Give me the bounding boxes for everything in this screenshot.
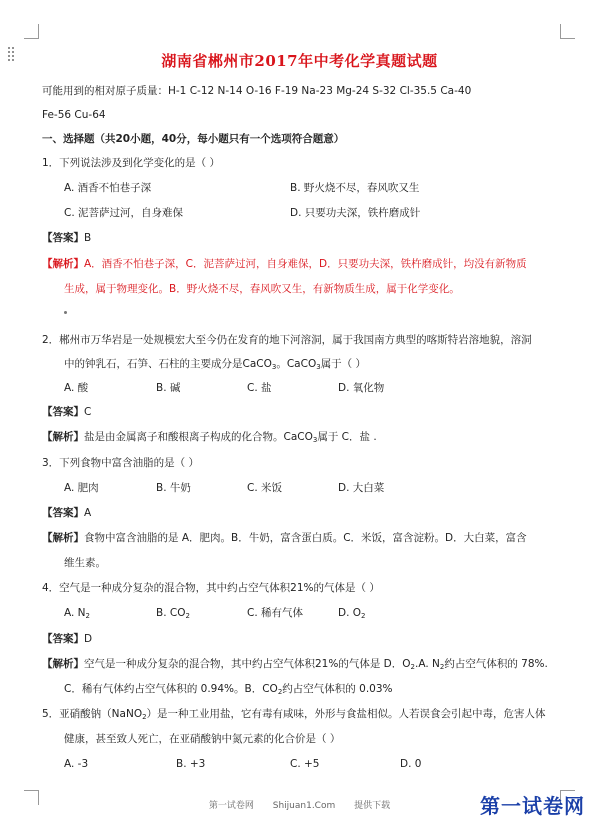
analysis-text: 属于 C．盐 . <box>317 431 377 443</box>
option-a: A. -3 <box>64 758 89 770</box>
analysis-label: 【解析】 <box>42 532 84 544</box>
option-a <box>64 606 90 623</box>
atomic-masses-line: 可能用到的相对原子质量：H-1 C-12 N-14 O-16 F-19 Na-23 Mg-24 S-32 Cl-35.5 Ca-40 <box>42 85 472 97</box>
footer-text: 第一试卷网 <box>208 801 254 811</box>
analysis-text: 食物中富含油脂的是 A．肥肉。B．牛奶，富含蛋白质。C．米饭，富含淀粉。D．大白菜，富含 <box>84 532 527 544</box>
analysis-text: 生成，属于物理变化。B．野火烧不尽，春风吹又生，有新物质生成，属于化学变化。 <box>64 283 460 295</box>
subscript: 3 <box>312 436 318 444</box>
option-text: D. O <box>338 607 362 619</box>
analysis-label: 【解析】 <box>42 431 84 443</box>
bullet-dot <box>64 311 67 314</box>
subscript: 2 <box>277 688 283 696</box>
analysis-text: A．酒香不怕巷子深，C．泥菩萨过河，自身难保，D．只要功夫深，铁杵磨成针，均没有新物质 <box>84 258 527 270</box>
option-d <box>338 606 366 623</box>
question-stem: 1．下列说法涉及到化学变化的是（ ） <box>42 157 221 169</box>
option-d: D. 0 <box>400 758 422 770</box>
subscript: 2 <box>85 612 90 620</box>
option-b: B. 野火烧不尽，春风吹又生 <box>290 182 420 194</box>
analysis-text: 盐是由金属离子和酸根离子构成的化合物。CaCO <box>84 431 313 443</box>
analysis-text: 空气是一种成分复杂的混合物，其中约占空气体积21%的气体是 D．O <box>84 658 411 670</box>
option-b: B. 牛奶 <box>156 482 191 494</box>
answer-label: 【答案】 <box>42 232 84 244</box>
analysis-text: .A. N <box>415 658 440 670</box>
stem-text: 属于（ ） <box>320 358 367 370</box>
option-b: B. 碱 <box>156 382 181 394</box>
subscript: 3 <box>316 363 321 371</box>
analysis-text: 约占空气体积的 0.03% <box>282 683 393 695</box>
option-text: A. N <box>64 607 86 619</box>
brand-logo: 第一试卷网 <box>480 794 585 818</box>
answer-value: A <box>84 507 92 519</box>
answer-value: B <box>84 232 92 244</box>
atomic-masses-line: Fe-56 Cu-64 <box>42 109 106 121</box>
analysis-line <box>42 657 548 674</box>
stem-text: 中的钟乳石，石笋、石柱的主要成分是CaCO <box>64 358 272 370</box>
analysis-line <box>42 430 377 447</box>
question-stem <box>42 707 546 724</box>
analysis-line <box>42 531 527 545</box>
option-d: D. 氧化物 <box>338 382 385 394</box>
section-header: 一、选择题（共20小题，40分，每小题只有一个选项符合题意） <box>42 133 345 145</box>
answer-label: 【答案】 <box>42 633 84 645</box>
answer-value: C <box>84 406 92 418</box>
stem-text: 。CaCO <box>276 358 317 370</box>
question-stem <box>64 357 366 374</box>
analysis-line <box>64 682 393 699</box>
question-stem: 4．空气是一种成分复杂的混合物，其中约占空气体积21%的气体是（ ） <box>42 582 380 594</box>
option-a: A. 酒香不怕巷子深 <box>64 182 152 194</box>
option-c: C. 泥菩萨过河，自身难保 <box>64 207 184 219</box>
footer-link[interactable]: Shijuan1.Com <box>272 801 336 811</box>
question-stem: 2．郴州市万华岩是一处规模宏大至今仍在发育的地下河溶洞，属于我国南方典型的喀斯特岩溶地貌，溶洞 <box>42 334 532 346</box>
footer-text: 提供下载 <box>354 801 391 811</box>
stem-text: 5．亚硝酸钠（NaNO <box>42 708 143 720</box>
question-stem: 健康，甚至致人死亡，在亚硝酸钠中氮元素的化合价是（ ） <box>64 733 341 745</box>
subscript: 2 <box>439 663 445 671</box>
option-a: A. 肥肉 <box>64 482 99 494</box>
subscript: 2 <box>142 713 147 721</box>
answer-line <box>42 231 91 245</box>
answer-line <box>42 632 92 646</box>
analysis-text: 约占空气体积的 78%. <box>444 658 548 670</box>
answer-label: 【答案】 <box>42 406 84 418</box>
crop-mark-top-left <box>24 24 39 39</box>
analysis-line <box>42 257 527 271</box>
answer-line <box>42 405 91 419</box>
option-d: D. 只要功夫深，铁杵磨成针 <box>290 207 421 219</box>
page-title: 湖南省郴州市2017年中考化学真题试题 <box>161 52 438 70</box>
option-c: C. 米饭 <box>247 482 283 494</box>
option-text: B. CO <box>156 607 186 619</box>
answer-line <box>42 506 91 520</box>
subscript: 2 <box>410 663 415 671</box>
analysis-label: 【解析】 <box>42 658 84 670</box>
option-c: C. 稀有气体 <box>247 607 304 619</box>
analysis-label: 【解析】 <box>42 258 84 270</box>
subscript: 2 <box>361 612 366 620</box>
analysis-text: 维生素。 <box>64 557 106 569</box>
answer-label: 【答案】 <box>42 507 84 519</box>
crop-mark-top-right <box>560 24 575 39</box>
option-b <box>156 606 190 623</box>
option-a: A. 酸 <box>64 382 89 394</box>
answer-value: D <box>84 633 93 645</box>
option-c: C. +5 <box>290 758 320 770</box>
question-stem: 3．下列食物中富含油脂的是（ ） <box>42 457 200 469</box>
subscript: 3 <box>271 363 277 371</box>
analysis-text: C．稀有气体约占空气体积的 0.94%。B．CO <box>64 683 278 695</box>
stem-text: ）是一种工业用盐，它有毒有咸味，外形与食盐相似。人若误食会引起中毒，危害人体 <box>146 708 546 720</box>
option-d: D. 大白菜 <box>338 482 385 494</box>
option-b: B. +3 <box>176 758 206 770</box>
subscript: 2 <box>185 612 190 620</box>
option-c: C. 盐 <box>247 382 272 394</box>
